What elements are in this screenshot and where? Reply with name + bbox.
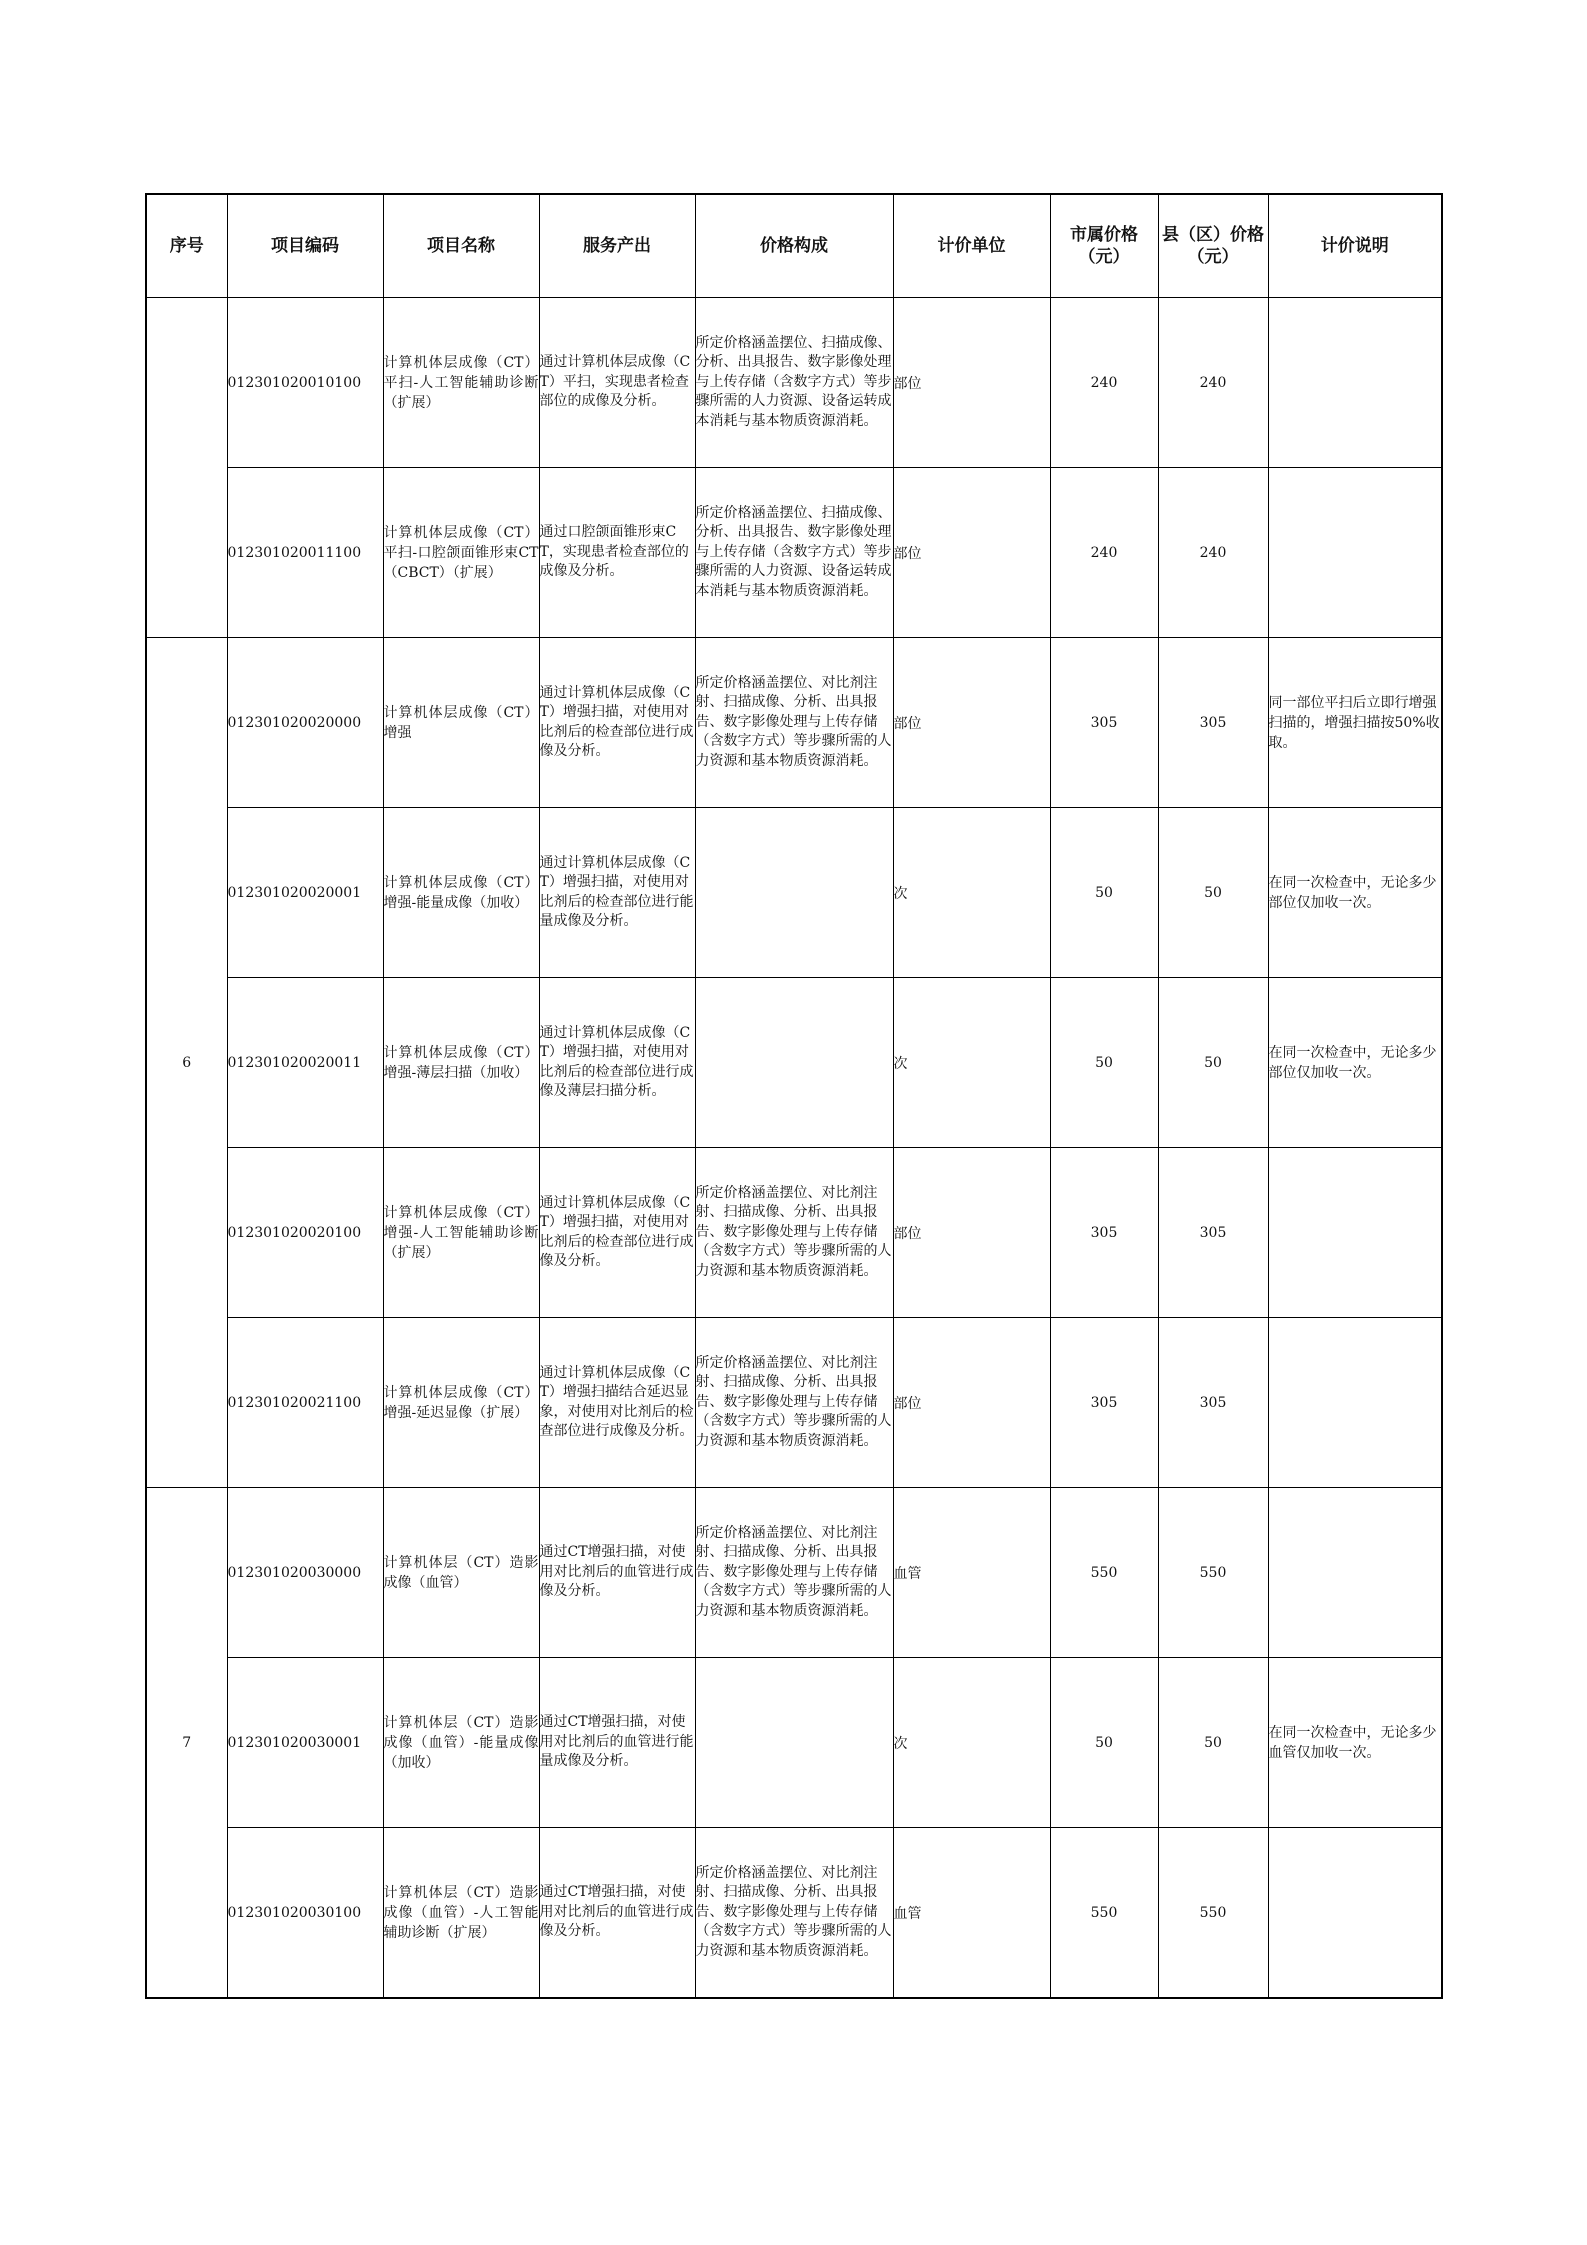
pricing-unit-cell: 部位: [893, 468, 1050, 638]
item-name-cell: 计算机体层成像（CT）平扫-人工智能辅助诊断（扩展）: [383, 298, 539, 468]
price-composition-cell: 所定价格涵盖摆位、对比剂注射、扫描成像、分析、出具报告、数字影像处理与上传存储（含数字方式）等步骤所需的人力资源和基本物质资源消耗。: [695, 638, 893, 808]
price-composition-cell: [695, 978, 893, 1148]
table-row: [146, 1148, 1442, 1318]
table-row: [146, 298, 1442, 468]
city-price-cell: 50: [1050, 808, 1158, 978]
table-row: [146, 468, 1442, 638]
pricing-unit-cell: 部位: [893, 638, 1050, 808]
price-composition-cell: 所定价格涵盖摆位、扫描成像、分析、出具报告、数字影像处理与上传存储（含数字方式）等步骤所需的人力资源、设备运转成本消耗与基本物质资源消耗。: [695, 468, 893, 638]
pricing-note-cell: 在同一次检查中，无论多少部位仅加收一次。: [1268, 978, 1442, 1148]
county-price-cell: 50: [1158, 808, 1268, 978]
header-seq: 序号: [146, 194, 227, 298]
table-row: [146, 978, 1442, 1148]
table-row: [146, 1488, 1442, 1658]
service-output-cell: 通过计算机体层成像（CT）增强扫描结合延迟显象，对使用对比剂后的检查部位进行成像及分析。: [539, 1318, 695, 1488]
item-code-cell: 012301020020100: [227, 1148, 383, 1318]
pricing-note-cell: 在同一次检查中，无论多少血管仅加收一次。: [1268, 1658, 1442, 1828]
city-price-cell: 240: [1050, 468, 1158, 638]
seq-cell: [146, 298, 227, 638]
header-county-price: 县（区）价格（元）: [1158, 194, 1268, 298]
table-row: [146, 638, 1442, 808]
item-name-cell: 计算机体层成像（CT）增强-人工智能辅助诊断（扩展）: [383, 1148, 539, 1318]
county-price-cell: 550: [1158, 1488, 1268, 1658]
header-note: 计价说明: [1268, 194, 1442, 298]
service-output-cell: 通过计算机体层成像（CT）增强扫描，对使用对比剂后的检查部位进行成像及薄层扫描分析。: [539, 978, 695, 1148]
price-composition-cell: [695, 808, 893, 978]
city-price-cell: 50: [1050, 978, 1158, 1148]
county-price-cell: 240: [1158, 298, 1268, 468]
price-composition-cell: 所定价格涵盖摆位、扫描成像、分析、出具报告、数字影像处理与上传存储（含数字方式）等步骤所需的人力资源、设备运转成本消耗与基本物质资源消耗。: [695, 298, 893, 468]
county-price-cell: 305: [1158, 638, 1268, 808]
item-name-cell: 计算机体层（CT）造影成像（血管）-人工智能辅助诊断（扩展）: [383, 1828, 539, 1999]
header-name: 项目名称: [383, 194, 539, 298]
table-row: [146, 1318, 1442, 1488]
table-body: [146, 298, 1442, 1999]
table-header: [146, 194, 1442, 298]
table-row: [146, 1828, 1442, 1999]
service-output-cell: 通过计算机体层成像（CT）增强扫描，对使用对比剂后的检查部位进行成像及分析。: [539, 1148, 695, 1318]
service-output-cell: 通过口腔颌面锥形束CT，实现患者检查部位的成像及分析。: [539, 468, 695, 638]
header-unit: 计价单位: [893, 194, 1050, 298]
pricing-unit-cell: 部位: [893, 1318, 1050, 1488]
service-output-cell: 通过CT增强扫描，对使用对比剂后的血管进行成像及分析。: [539, 1488, 695, 1658]
item-name-cell: 计算机体层成像（CT）增强-薄层扫描（加收）: [383, 978, 539, 1148]
pricing-note-cell: [1268, 1488, 1442, 1658]
item-code-cell: 012301020020001: [227, 808, 383, 978]
item-name-cell: 计算机体层成像（CT）增强-能量成像（加收）: [383, 808, 539, 978]
price-composition-cell: 所定价格涵盖摆位、对比剂注射、扫描成像、分析、出具报告、数字影像处理与上传存储（含数字方式）等步骤所需的人力资源和基本物质资源消耗。: [695, 1828, 893, 1999]
pricing-note-cell: [1268, 1148, 1442, 1318]
county-price-cell: 50: [1158, 1658, 1268, 1828]
pricing-unit-cell: 血管: [893, 1828, 1050, 1999]
seq-cell: 6: [146, 638, 227, 1488]
header-composition: 价格构成: [695, 194, 893, 298]
service-output-cell: 通过计算机体层成像（CT）增强扫描，对使用对比剂后的检查部位进行成像及分析。: [539, 638, 695, 808]
city-price-cell: 550: [1050, 1488, 1158, 1658]
city-price-cell: 240: [1050, 298, 1158, 468]
item-code-cell: 012301020030100: [227, 1828, 383, 1999]
price-composition-cell: [695, 1658, 893, 1828]
table-row: [146, 1658, 1442, 1828]
table-row: [146, 808, 1442, 978]
header-output: 服务产出: [539, 194, 695, 298]
county-price-cell: 50: [1158, 978, 1268, 1148]
item-code-cell: 012301020020000: [227, 638, 383, 808]
pricing-note-cell: [1268, 468, 1442, 638]
header-city-price: 市属价格（元）: [1050, 194, 1158, 298]
item-code-cell: 012301020021100: [227, 1318, 383, 1488]
city-price-cell: 50: [1050, 1658, 1158, 1828]
item-code-cell: 012301020010100: [227, 298, 383, 468]
seq-cell: 7: [146, 1488, 227, 1999]
city-price-cell: 550: [1050, 1828, 1158, 1999]
pricing-unit-cell: 次: [893, 1658, 1050, 1828]
item-name-cell: 计算机体层成像（CT）增强-延迟显像（扩展）: [383, 1318, 539, 1488]
item-name-cell: 计算机体层（CT）造影成像（血管）-能量成像（加收）: [383, 1658, 539, 1828]
city-price-cell: 305: [1050, 1318, 1158, 1488]
pricing-note-cell: 在同一次检查中，无论多少部位仅加收一次。: [1268, 808, 1442, 978]
service-output-cell: 通过CT增强扫描，对使用对比剂后的血管进行成像及分析。: [539, 1828, 695, 1999]
county-price-cell: 305: [1158, 1318, 1268, 1488]
price-composition-cell: 所定价格涵盖摆位、对比剂注射、扫描成像、分析、出具报告、数字影像处理与上传存储（含数字方式）等步骤所需的人力资源和基本物质资源消耗。: [695, 1318, 893, 1488]
pricing-unit-cell: 血管: [893, 1488, 1050, 1658]
county-price-cell: 240: [1158, 468, 1268, 638]
item-code-cell: 012301020030000: [227, 1488, 383, 1658]
pricing-note-cell: 同一部位平扫后立即行增强扫描的，增强扫描按50%收取。: [1268, 638, 1442, 808]
pricing-unit-cell: 次: [893, 808, 1050, 978]
pricing-unit-cell: 次: [893, 978, 1050, 1148]
price-table: [145, 193, 1443, 1999]
service-output-cell: 通过计算机体层成像（CT）平扫，实现患者检查部位的成像及分析。: [539, 298, 695, 468]
item-name-cell: 计算机体层成像（CT）平扫-口腔颌面锥形束CT（CBCT）（扩展）: [383, 468, 539, 638]
price-composition-cell: 所定价格涵盖摆位、对比剂注射、扫描成像、分析、出具报告、数字影像处理与上传存储（含数字方式）等步骤所需的人力资源和基本物质资源消耗。: [695, 1488, 893, 1658]
pricing-unit-cell: 部位: [893, 298, 1050, 468]
pricing-note-cell: [1268, 1318, 1442, 1488]
price-composition-cell: 所定价格涵盖摆位、对比剂注射、扫描成像、分析、出具报告、数字影像处理与上传存储（含数字方式）等步骤所需的人力资源和基本物质资源消耗。: [695, 1148, 893, 1318]
pricing-note-cell: [1268, 298, 1442, 468]
city-price-cell: 305: [1050, 1148, 1158, 1318]
item-name-cell: 计算机体层（CT）造影成像（血管）: [383, 1488, 539, 1658]
service-output-cell: 通过计算机体层成像（CT）增强扫描，对使用对比剂后的检查部位进行能量成像及分析。: [539, 808, 695, 978]
county-price-cell: 305: [1158, 1148, 1268, 1318]
county-price-cell: 550: [1158, 1828, 1268, 1999]
item-name-cell: 计算机体层成像（CT）增强: [383, 638, 539, 808]
header-row: [146, 194, 1442, 298]
service-output-cell: 通过CT增强扫描，对使用对比剂后的血管进行能量成像及分析。: [539, 1658, 695, 1828]
pricing-unit-cell: 部位: [893, 1148, 1050, 1318]
city-price-cell: 305: [1050, 638, 1158, 808]
item-code-cell: 012301020030001: [227, 1658, 383, 1828]
header-code: 项目编码: [227, 194, 383, 298]
item-code-cell: 012301020011100: [227, 468, 383, 638]
pricing-note-cell: [1268, 1828, 1442, 1999]
item-code-cell: 012301020020011: [227, 978, 383, 1148]
